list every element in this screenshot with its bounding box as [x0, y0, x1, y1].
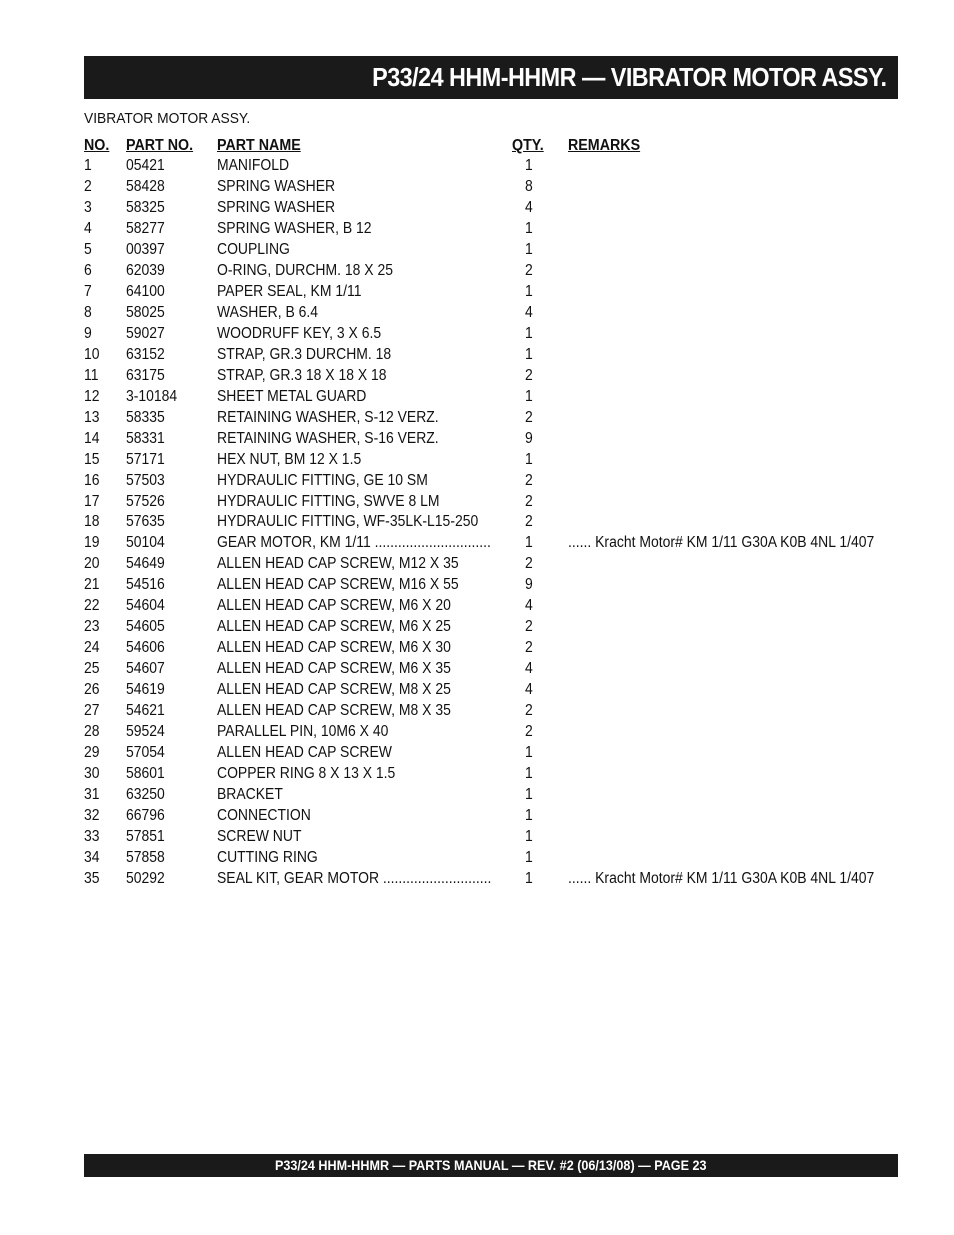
table-row [84, 807, 898, 828]
row-part-name: PARALLEL PIN, 10M6 X 40 [217, 723, 389, 741]
row-remarks: ...... Kracht Motor# KM 1/11 G30A K0B 4NL 1/407 [568, 534, 875, 552]
row-qty: 1 [525, 219, 533, 237]
table-row [84, 325, 898, 346]
row-part-name: SCREW NUT [217, 828, 302, 845]
table-row [84, 409, 898, 430]
row-part-no: 59524 [126, 723, 165, 741]
row-no: 33 [84, 828, 100, 845]
row-qty: 2 [525, 366, 533, 384]
row-qty: 2 [525, 555, 533, 573]
row-part-name: STRAP, GR.3 18 X 18 X 18 [217, 366, 387, 384]
row-no: 1 [84, 157, 92, 174]
row-part-name: MANIFOLD [217, 157, 290, 174]
row-part-name: RETAINING WASHER, S-16 VERZ. [217, 429, 439, 447]
table-row [84, 346, 898, 367]
column-header-part-name: PART NAME [217, 137, 301, 154]
row-part-no: 57635 [126, 513, 165, 531]
row-part-name: CONNECTION [217, 807, 311, 825]
column-header-remarks: REMARKS [568, 137, 641, 154]
row-part-name: ALLEN HEAD CAP SCREW, M6 X 35 [217, 660, 451, 678]
table-row [84, 828, 898, 849]
table-row [84, 534, 898, 555]
row-part-no: 54604 [126, 597, 165, 615]
row-part-name: ALLEN HEAD CAP SCREW, M8 X 25 [217, 681, 451, 699]
table-row [84, 702, 898, 723]
row-part-no: 58428 [126, 177, 165, 195]
row-no: 8 [84, 303, 92, 321]
row-no: 27 [84, 702, 100, 720]
table-row [84, 220, 898, 241]
row-qty: 2 [525, 723, 533, 741]
row-part-name: SPRING WASHER [217, 177, 336, 195]
row-qty: 2 [525, 408, 533, 426]
row-no: 3 [84, 198, 92, 216]
row-qty: 4 [525, 303, 533, 321]
row-no: 22 [84, 597, 100, 615]
row-qty: 2 [525, 639, 533, 657]
row-no: 35 [84, 869, 100, 887]
table-header [84, 137, 898, 157]
row-part-no: 54649 [126, 555, 165, 573]
row-part-name: COUPLING [217, 240, 290, 258]
column-header-qty: QTY. [512, 137, 544, 154]
row-part-no: 64100 [126, 282, 165, 300]
row-part-name: WOODRUFF KEY, 3 X 6.5 [217, 324, 382, 342]
row-no: 7 [84, 282, 92, 300]
table-row [84, 597, 898, 618]
row-part-no: 58335 [126, 408, 165, 426]
row-no: 20 [84, 555, 100, 573]
table-row [84, 430, 898, 451]
row-no: 29 [84, 744, 100, 762]
column-header-part-no: PART NO. [126, 137, 194, 154]
row-qty: 9 [525, 429, 533, 447]
row-part-name: O-RING, DURCHM. 18 X 25 [217, 261, 393, 279]
row-part-no: 50104 [126, 534, 165, 552]
row-part-name: COPPER RING 8 X 13 X 1.5 [217, 765, 396, 783]
page-footer-bar [84, 1154, 898, 1177]
row-part-name: PAPER SEAL, KM 1/11 [217, 282, 362, 300]
table-row [84, 199, 898, 220]
row-qty: 2 [525, 618, 533, 636]
row-qty: 4 [525, 660, 533, 678]
row-no: 9 [84, 324, 92, 342]
table-row [84, 367, 898, 388]
row-no: 6 [84, 261, 92, 279]
row-part-no: 54619 [126, 681, 165, 699]
row-part-name: ALLEN HEAD CAP SCREW, M16 X 55 [217, 576, 459, 594]
row-part-name: HEX NUT, BM 12 X 1.5 [217, 450, 362, 468]
row-no: 16 [84, 471, 100, 489]
row-no: 17 [84, 492, 100, 510]
row-qty: 1 [525, 450, 533, 468]
row-no: 23 [84, 618, 100, 636]
row-qty: 1 [525, 786, 533, 804]
row-part-no: 58331 [126, 429, 165, 447]
row-part-name: ALLEN HEAD CAP SCREW [217, 744, 392, 762]
row-part-no: 62039 [126, 261, 165, 279]
row-part-no: 58025 [126, 303, 165, 321]
row-no: 12 [84, 387, 100, 405]
row-no: 13 [84, 408, 100, 426]
row-part-no: 63175 [126, 366, 165, 384]
row-no: 28 [84, 723, 100, 741]
row-part-no: 54607 [126, 660, 165, 678]
row-part-name: ALLEN HEAD CAP SCREW, M6 X 20 [217, 597, 451, 615]
row-part-no: 59027 [126, 324, 165, 342]
row-qty: 1 [525, 869, 533, 887]
row-part-no: 57851 [126, 828, 165, 845]
row-part-no: 66796 [126, 807, 165, 825]
row-part-name: RETAINING WASHER, S-12 VERZ. [217, 408, 439, 426]
row-part-name: SHEET METAL GUARD [217, 387, 367, 405]
row-part-no: 50292 [126, 869, 165, 887]
row-qty: 1 [525, 387, 533, 405]
row-part-name: ALLEN HEAD CAP SCREW, M8 X 35 [217, 702, 451, 720]
table-row [84, 681, 898, 702]
table-row [84, 262, 898, 283]
row-qty: 2 [525, 492, 533, 510]
row-part-no: 54606 [126, 639, 165, 657]
row-part-no: 54621 [126, 702, 165, 720]
row-part-no: 63152 [126, 345, 165, 363]
row-no: 24 [84, 639, 100, 657]
row-qty: 1 [525, 534, 533, 552]
row-qty: 2 [525, 513, 533, 531]
row-qty: 1 [525, 848, 533, 866]
row-part-no: 54605 [126, 618, 165, 636]
row-no: 34 [84, 848, 100, 866]
row-qty: 4 [525, 681, 533, 699]
row-part-name: BRACKET [217, 786, 283, 804]
row-part-no: 58601 [126, 765, 165, 783]
row-part-name: HYDRAULIC FITTING, WF-35LK-L15-250 [217, 513, 479, 531]
row-no: 14 [84, 429, 100, 447]
table-row [84, 472, 898, 493]
row-qty: 1 [525, 157, 533, 174]
row-part-name: SEAL KIT, GEAR MOTOR ............................ [217, 869, 492, 887]
table-row [84, 283, 898, 304]
row-qty: 4 [525, 597, 533, 615]
table-row [84, 178, 898, 199]
table-row [84, 870, 898, 891]
row-no: 5 [84, 240, 92, 258]
table-row [84, 388, 898, 409]
row-part-no: 57503 [126, 471, 165, 489]
row-no: 19 [84, 534, 100, 552]
column-header-no: NO. [84, 137, 110, 154]
row-qty: 1 [525, 828, 533, 845]
row-no: 30 [84, 765, 100, 783]
row-part-no: 58277 [126, 219, 165, 237]
table-row [84, 451, 898, 472]
row-qty: 2 [525, 471, 533, 489]
row-part-no: 57054 [126, 744, 165, 762]
row-qty: 9 [525, 576, 533, 594]
row-qty: 1 [525, 240, 533, 258]
table-row [84, 157, 898, 178]
table-row [84, 304, 898, 325]
row-qty: 1 [525, 345, 533, 363]
row-part-name: HYDRAULIC FITTING, SWVE 8 LM [217, 492, 440, 510]
row-part-name: SPRING WASHER [217, 198, 336, 216]
table-row [84, 241, 898, 262]
row-qty: 2 [525, 261, 533, 279]
row-no: 11 [84, 366, 99, 384]
table-row [84, 555, 898, 576]
row-part-name: STRAP, GR.3 DURCHM. 18 [217, 345, 392, 363]
row-part-no: 57858 [126, 848, 165, 866]
row-no: 18 [84, 513, 100, 531]
row-part-name: HYDRAULIC FITTING, GE 10 SM [217, 471, 428, 489]
row-part-name: ALLEN HEAD CAP SCREW, M6 X 25 [217, 618, 451, 636]
table-row [84, 744, 898, 765]
table-row [84, 786, 898, 807]
row-qty: 1 [525, 744, 533, 762]
row-part-no: 57526 [126, 492, 165, 510]
row-qty: 1 [525, 282, 533, 300]
row-part-name: GEAR MOTOR, KM 1/11 .............................. [217, 534, 491, 552]
table-row [84, 576, 898, 597]
table-row [84, 639, 898, 660]
row-part-no: 05421 [126, 157, 165, 174]
row-remarks: ...... Kracht Motor# KM 1/11 G30A K0B 4NL 1/407 [568, 869, 875, 887]
row-qty: 1 [525, 807, 533, 825]
row-qty: 4 [525, 198, 533, 216]
row-part-no: 58325 [126, 198, 165, 216]
row-part-name: SPRING WASHER, B 12 [217, 219, 372, 237]
row-part-no: 00397 [126, 240, 165, 258]
row-part-no: 57171 [126, 450, 165, 468]
row-part-no: 54516 [126, 576, 165, 594]
row-qty: 1 [525, 765, 533, 783]
row-part-name: ALLEN HEAD CAP SCREW, M12 X 35 [217, 555, 459, 573]
page-footer: P33/24 HHM-HHMR — PARTS MANUAL — REV. #2 (06/13/08) — PAGE 23 [275, 1157, 707, 1173]
page-title: P33/24 HHM-HHMR — VIBRATOR MOTOR ASSY. [371, 62, 886, 92]
row-part-name: CUTTING RING [217, 848, 318, 866]
page-title-bar [84, 56, 898, 99]
row-no: 21 [84, 576, 100, 594]
table-row [84, 618, 898, 639]
table-row [84, 765, 898, 786]
row-qty: 2 [525, 702, 533, 720]
row-no: 2 [84, 177, 92, 195]
row-no: 10 [84, 345, 100, 363]
row-part-no: 3-10184 [126, 387, 178, 405]
row-part-no: 63250 [126, 786, 165, 804]
row-no: 32 [84, 807, 100, 825]
row-part-name: WASHER, B 6.4 [217, 303, 319, 321]
row-part-name: ALLEN HEAD CAP SCREW, M6 X 30 [217, 639, 451, 657]
row-no: 26 [84, 681, 100, 699]
table-row [84, 849, 898, 870]
row-no: 4 [84, 219, 92, 237]
table-row [84, 723, 898, 744]
table-row [84, 660, 898, 681]
section-label: VIBRATOR MOTOR ASSY. [84, 110, 251, 127]
row-no: 31 [84, 786, 100, 804]
row-qty: 1 [525, 324, 533, 342]
table-row [84, 493, 898, 514]
table-row [84, 513, 898, 534]
row-no: 15 [84, 450, 100, 468]
parts-table [84, 157, 898, 891]
row-qty: 8 [525, 177, 533, 195]
row-no: 25 [84, 660, 100, 678]
